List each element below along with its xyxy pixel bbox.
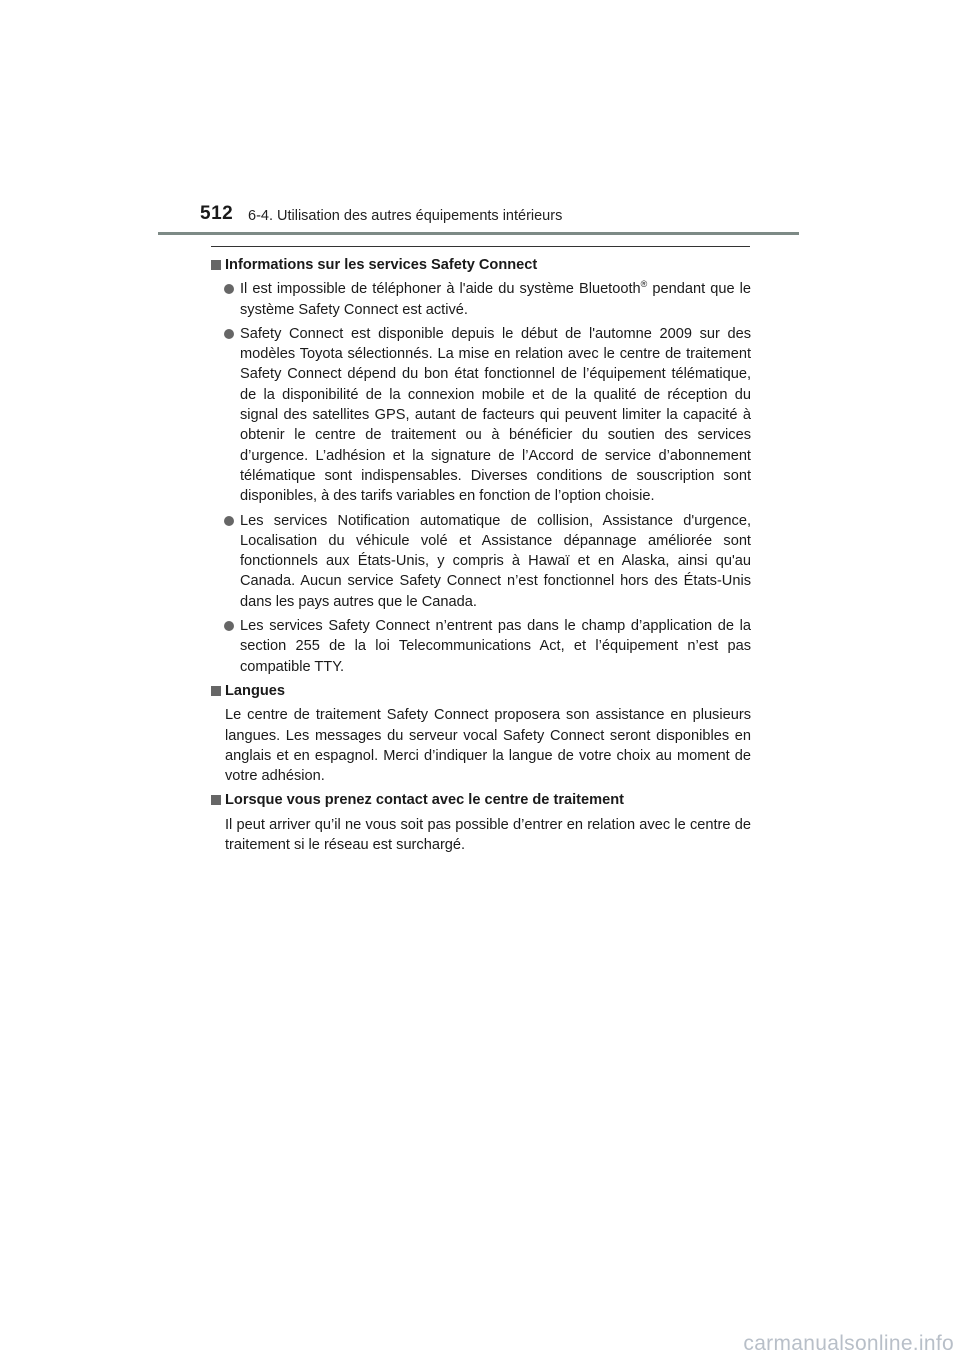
section-heading-safety-connect — [211, 255, 751, 275]
bullet-text: Il est impossible de téléphoner à l'aide du système Bluetooth — [240, 281, 641, 298]
section-rule — [211, 246, 750, 247]
page-content — [211, 255, 751, 859]
list-item — [211, 616, 751, 677]
round-bullet-icon — [224, 621, 234, 631]
heading-text: Langues — [225, 682, 286, 699]
section-heading-contact — [211, 790, 751, 810]
site-watermark: carmanualsonline.info — [743, 1332, 954, 1355]
bullet-text-continued: pendant que le système Safety Connect est activé. — [240, 281, 752, 318]
round-bullet-icon — [224, 516, 234, 526]
section-paragraph: Il peut arriver qu’il ne vous soit pas possible d’entrer en relation avec le centre de traitement si le réseau est surchargé. — [225, 816, 751, 854]
round-bullet-icon — [224, 284, 234, 294]
square-bullet-icon — [211, 795, 221, 805]
bullet-text: Safety Connect est disponible depuis le début de l'automne 2009 sur des modèles Toyota sélectionnés. La mise en relation avec le centre de traitement Safety Connect dépend du bon état fonctionnel de l’équipement télématique, de la disponibilité de la connexion mobile et de la qualité de réception du signal des satellites GPS, autant de facteurs qui peuvent limiter la capacité à obtenir le centre de traitement ou à bénéficier du soutien des services d’urgence. L’adhésion et la signature de l’Accord de service d’abonnement télématique sont indispensables. Diverses conditions de souscription sont disponibles, à des tarifs variables en fonction de l’option choisie. — [240, 325, 751, 505]
page-number: 512 — [200, 203, 234, 224]
heading-text: Informations sur les services Safety Connect — [225, 257, 538, 273]
bullet-text: Les services Notification automatique de collision, Assistance d'urgence, Localisation du véhicule volé et Assistance dépannage améliorée sont fonctionnels aux États-Unis, y compris à Hawaï et en Alaska, ainsi qu'au Canada. Aucun service Safety Connect n’est fonctionnel hors des États-Unis dans les pays autres que le Canada. — [240, 512, 751, 610]
registered-mark: ® — [640, 279, 648, 290]
list-item — [211, 324, 751, 507]
square-bullet-icon — [211, 260, 221, 270]
heading-text: Lorsque vous prenez contact avec le centre de traitement — [225, 792, 625, 809]
header-rule — [158, 232, 799, 235]
square-bullet-icon — [211, 686, 221, 696]
section-paragraph: Le centre de traitement Safety Connect proposera son assistance en plusieurs langues. Les messages du serveur vocal Safety Connect seront disponibles en anglais et en espagnol. Merci d’indiquer la langue de votre choix au moment de votre adhésion. — [225, 707, 751, 785]
round-bullet-icon — [224, 329, 234, 339]
bullet-text: Les services Safety Connect n’entrent pas dans le champ d’application de la section 255 de la loi Telecommunications Act, et l’équipement n’est pas compatible TTY. — [240, 618, 751, 675]
list-item — [211, 511, 751, 612]
section-heading-langues — [211, 681, 751, 701]
list-item — [211, 279, 751, 320]
chapter-title: 6-4. Utilisation des autres équipements intérieurs — [248, 208, 563, 224]
